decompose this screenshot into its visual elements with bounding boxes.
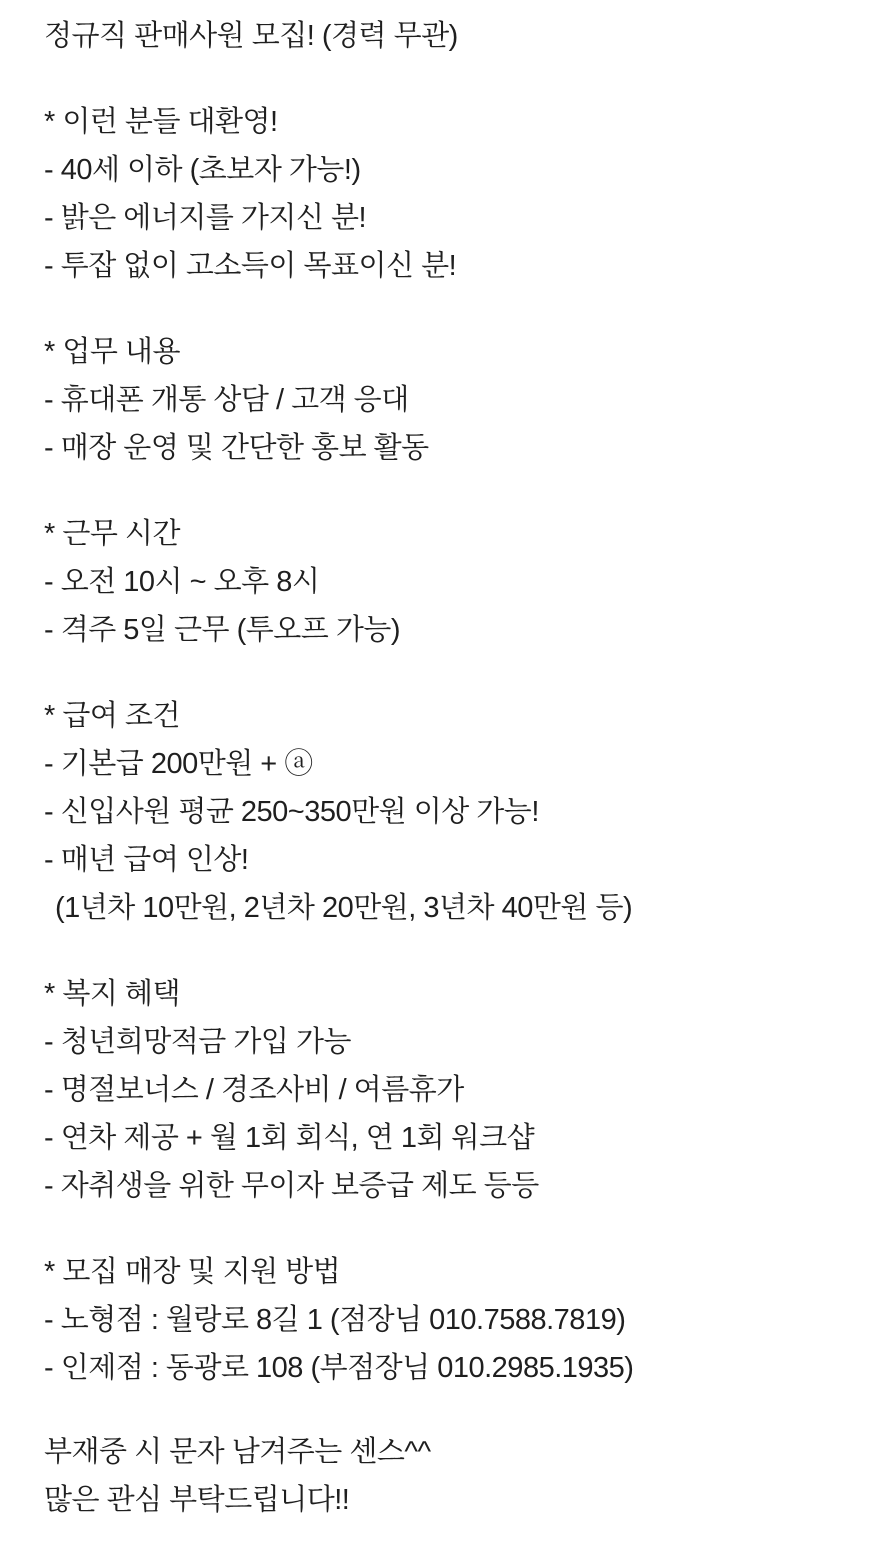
bullet-item: - 오전 10시 ~ 오후 8시 <box>44 566 320 598</box>
section-heading: * 복지 혜택 <box>44 978 180 1010</box>
bullet-item: - 청년희망적금 가입 가능 <box>44 1026 351 1058</box>
bullet-item-continuation: (1년차 10만원, 2년차 20만원, 3년차 40만원 등) <box>55 892 633 924</box>
section-heading: * 모집 매장 및 지원 방법 <box>44 1256 341 1288</box>
bullet-item: - 격주 5일 근무 (투오프 가능) <box>44 614 401 646</box>
footer-line: 많은 관심 부탁드립니다!! <box>44 1484 350 1516</box>
bullet-item: - 노형점 : 월랑로 8길 1 (점장님 010.7588.7819) <box>44 1304 626 1336</box>
section-hours <box>44 510 859 654</box>
footer <box>44 1428 859 1524</box>
bullet-item: - 연차 제공 + 월 1회 회식, 연 1회 워크샵 <box>44 1122 535 1154</box>
bullet-item: - 기본급 200만원 + ⓐ <box>44 748 313 780</box>
bullet-item: - 40세 이하 (초보자 가능!) <box>44 154 361 186</box>
section-apply <box>44 1248 859 1392</box>
section-benefits <box>44 970 859 1210</box>
section-heading: * 업무 내용 <box>44 336 180 368</box>
bullet-item: - 인제점 : 동광로 108 (부점장님 010.2985.1935) <box>44 1352 634 1384</box>
bullet-item: - 자취생을 위한 무이자 보증급 제도 등등 <box>44 1170 539 1202</box>
bullet-item: - 명절보너스 / 경조사비 / 여름휴가 <box>44 1074 464 1106</box>
section-welcome <box>44 98 859 290</box>
section-heading: * 급여 조건 <box>44 700 180 732</box>
bullet-item: - 밝은 에너지를 가지신 분! <box>44 202 367 234</box>
section-heading: * 근무 시간 <box>44 518 180 550</box>
bullet-item: - 매년 급여 인상! <box>44 844 249 876</box>
bullet-item: - 신입사원 평균 250~350만원 이상 가능! <box>44 796 539 828</box>
footer-line: 부재중 시 문자 남겨주는 센스^^ <box>44 1436 431 1468</box>
bullet-item: - 휴대폰 개통 상담 / 고객 응대 <box>44 384 409 416</box>
bullet-item: - 매장 운영 및 간단한 홍보 활동 <box>44 432 429 464</box>
section-pay <box>44 692 859 932</box>
bullet-item: - 투잡 없이 고소득이 목표이신 분! <box>44 250 457 282</box>
section-duties <box>44 328 859 472</box>
section-heading: * 이런 분들 대환영! <box>44 106 278 138</box>
page-title: 정규직 판매사원 모집! (경력 무관) <box>44 20 458 52</box>
